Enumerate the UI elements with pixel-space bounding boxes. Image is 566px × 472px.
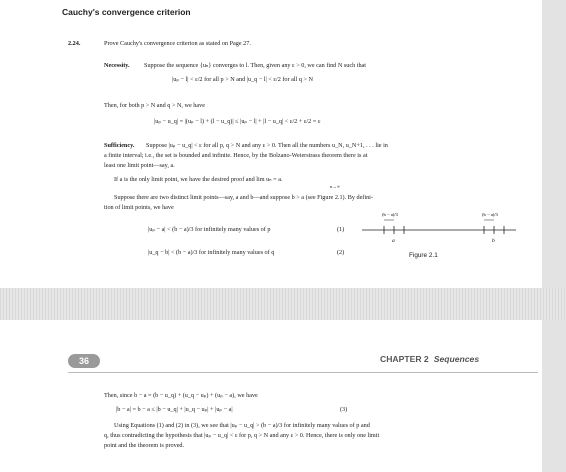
- sufficiency-line3: least one limit point—say, a.: [104, 162, 175, 169]
- necessity-line2: Then, for both p > N and q > N, we have: [104, 102, 205, 109]
- interval-label-b: (b − a)/3: [482, 212, 498, 217]
- chapter-label: CHAPTER 2: [380, 354, 429, 364]
- limit-subscript: n→∞: [330, 184, 340, 189]
- necessity-eq1: |uₚ − l| < ε/2 for all p > N and |u_q − l| < ε/2 for all q > N: [172, 76, 313, 83]
- continuation-line2: Using Equations (1) and (2) in (3), we see that |uₚ − u_q| > (b − a)/3 for infinitely many values of p and: [114, 422, 370, 429]
- continuation-line3: q, thus contradicting the hypothesis that |uₚ − u_q| < ε for p, q > N and any ε > 0. Hence, there is only one limit: [104, 432, 380, 439]
- point-label-a: a: [392, 238, 395, 244]
- point-label-b: b: [492, 238, 495, 244]
- page-gutter-lower: [542, 300, 566, 472]
- figure-caption: Figure 2.1: [409, 252, 438, 259]
- figure-2-1: [360, 208, 520, 268]
- chapter-heading: [380, 354, 479, 364]
- number-line-diagram: [360, 208, 520, 248]
- page-number-badge: 36: [68, 354, 100, 368]
- chapter-rule: [68, 372, 538, 373]
- continuation-line1: Then, since b − a = (b − u_q) + (u_q − uₚ) + (uₚ − a), we have: [104, 392, 258, 399]
- problem-statement: Prove Cauchy's convergence criterion as stated on Page 27.: [104, 40, 251, 47]
- necessity-eq2: |uₚ − u_q| = |(uₚ − l) + (l − u_q)| ≤ |uₚ − l| + |l − u_q| < ε/2 + ε/2 = ε: [154, 118, 321, 125]
- page-break: [0, 288, 566, 320]
- equation-2: |u_q − b| < (b − a)/3 for infinitely many values of q: [148, 249, 275, 256]
- page-gutter: [542, 0, 566, 290]
- page-header: Cauchy's convergence criterion: [62, 7, 191, 17]
- necessity-line1: Suppose the sequence {uₙ} converges to l. Then, given any ε > 0, we can find N such that: [144, 62, 367, 69]
- equation-3: |b − a| = b − a ≤ |b − u_q| + |u_q − uₚ| + |uₚ − a|: [116, 406, 233, 413]
- sufficiency-line2: a finite interval; i.e., the set is bounded and infinite. Hence, by the Bolzano-Weierstrass theorem there is at: [104, 152, 368, 159]
- sufficiency-line1: Suppose |uₚ − u_q| < ε for all p, q > N and any ε > 0. Then all the numbers u_N, u_N+1, . . . lie in: [146, 142, 388, 149]
- equation-1-number: (1): [337, 226, 345, 233]
- equation-1: |uₚ − a| < (b − a)/3 for infinitely many values of p: [148, 226, 271, 233]
- interval-label-a: (b − a)/3: [382, 212, 398, 217]
- sufficiency-line5: Suppose there are two distinct limit points—say, a and b—and suppose b > a (see Figure 2.1). By defini-: [114, 194, 373, 201]
- sufficiency-heading: Sufficiency.: [104, 142, 135, 149]
- equation-2-number: (2): [337, 249, 345, 256]
- equation-3-number: (3): [340, 406, 348, 413]
- problem-number: 2.24.: [68, 40, 81, 47]
- sufficiency-line4: If a is the only limit point, we have the desired proof and lim uₙ = a.: [114, 176, 283, 183]
- sufficiency-line6: tion of limit points, we have: [104, 204, 174, 211]
- section-label: Sequences: [433, 354, 480, 364]
- necessity-heading: Necessity.: [104, 62, 130, 69]
- continuation-line4: point and the theorem is proved.: [104, 442, 185, 449]
